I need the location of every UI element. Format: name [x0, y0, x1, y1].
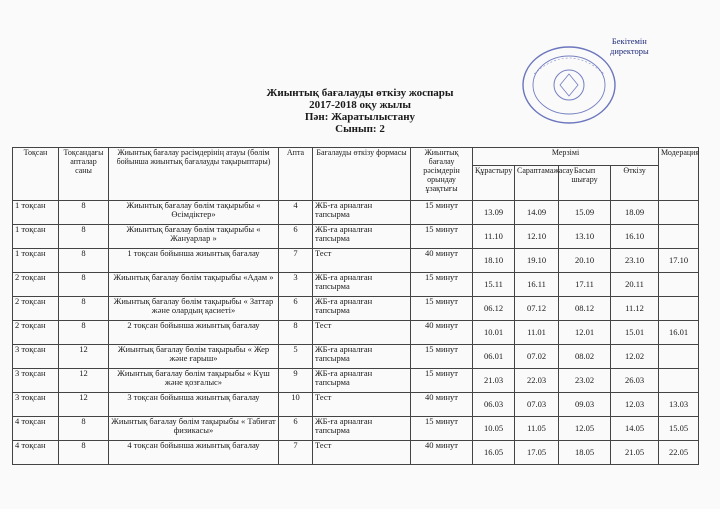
cell-compile-date: 10.01 — [473, 321, 515, 345]
cell-print-date: 08.02 — [559, 345, 611, 369]
table-row — [13, 225, 699, 249]
cell-review-date: 17.05 — [515, 441, 559, 465]
cell-weeks: 8 — [59, 441, 109, 465]
cell-week: 5 — [279, 345, 313, 369]
cell-compile-date: 13.09 — [473, 201, 515, 225]
cell-form: ЖБ-ға арналған тапсырма — [313, 369, 411, 393]
cell-moderation-date — [659, 273, 699, 297]
cell-form: Тест — [313, 249, 411, 273]
cell-compile-date: 15.11 — [473, 273, 515, 297]
cell-conduct-date: 14.05 — [611, 417, 659, 441]
cell-print-date: 23.02 — [559, 369, 611, 393]
header-moderation: Модерация — [659, 148, 699, 201]
cell-form: ЖБ-ға арналған тапсырма — [313, 345, 411, 369]
cell-topic: Жиынтық бағалау бөлім тақырыбы « Өсімдіктер» — [109, 201, 279, 225]
header-conduct: Өткізу — [611, 166, 659, 201]
cell-moderation-date — [659, 345, 699, 369]
header-weeks: Тоқсандағы апталар саны — [59, 148, 109, 201]
subject-line: Пән: Жаратылыстану — [304, 111, 416, 123]
cell-topic: Жиынтық бағалау бөлім тақырыбы « Күш және қозғалыс» — [109, 369, 279, 393]
cell-form: ЖБ-ға арналған тапсырма — [313, 417, 411, 441]
header-duration: Жиынтық бағалау рәсімдерін орындау ұзақтығы — [411, 148, 473, 201]
cell-moderation-date: 15.05 — [659, 417, 699, 441]
table-row — [13, 321, 699, 345]
cell-review-date: 07.03 — [515, 393, 559, 417]
cell-moderation-date — [659, 201, 699, 225]
cell-compile-date: 16.05 — [473, 441, 515, 465]
cell-moderation-date: 16.01 — [659, 321, 699, 345]
cell-conduct-date: 26.03 — [611, 369, 659, 393]
cell-review-date: 16.11 — [515, 273, 559, 297]
cell-print-date: 09.03 — [559, 393, 611, 417]
academic-year: 2017-2018 оқу жылы — [309, 99, 411, 111]
header-row — [13, 148, 699, 166]
cell-quarter: 1 тоқсан — [13, 249, 59, 273]
header-print: Басып шығару — [559, 166, 611, 201]
cell-review-date: 07.02 — [515, 345, 559, 369]
cell-topic: Жиынтық бағалау бөлім тақырыбы « Заттар және олардың қасиеті» — [109, 297, 279, 321]
cell-duration: 15 минут — [411, 417, 473, 441]
cell-moderation-date: 17.10 — [659, 249, 699, 273]
cell-compile-date: 18.10 — [473, 249, 515, 273]
cell-print-date: 15.09 — [559, 201, 611, 225]
cell-moderation-date: 22.05 — [659, 441, 699, 465]
cell-conduct-date: 12.03 — [611, 393, 659, 417]
cell-form: ЖБ-ға арналған тапсырма — [313, 225, 411, 249]
grade-line: Сынып: 2 — [335, 123, 385, 135]
cell-conduct-date: 23.10 — [611, 249, 659, 273]
cell-conduct-date: 12.02 — [611, 345, 659, 369]
cell-form: ЖБ-ға арналған тапсырма — [313, 201, 411, 225]
cell-duration: 40 минут — [411, 393, 473, 417]
cell-duration: 15 минут — [411, 273, 473, 297]
cell-print-date: 12.01 — [559, 321, 611, 345]
cell-week: 7 — [279, 249, 313, 273]
header-deadline: Мерзімі — [473, 148, 659, 166]
cell-conduct-date: 11.12 — [611, 297, 659, 321]
cell-conduct-date: 15.01 — [611, 321, 659, 345]
cell-review-date: 07.12 — [515, 297, 559, 321]
cell-weeks: 8 — [59, 201, 109, 225]
cell-duration: 15 минут — [411, 225, 473, 249]
cell-weeks: 8 — [59, 417, 109, 441]
cell-print-date: 20.10 — [559, 249, 611, 273]
cell-review-date: 11.05 — [515, 417, 559, 441]
cell-quarter: 2 тоқсан — [13, 297, 59, 321]
cell-moderation-date — [659, 369, 699, 393]
cell-moderation-date — [659, 225, 699, 249]
cell-quarter: 1 тоқсан — [13, 201, 59, 225]
school-seal-stamp — [520, 44, 618, 126]
cell-weeks: 8 — [59, 297, 109, 321]
cell-weeks: 8 — [59, 273, 109, 297]
cell-topic: 1 тоқсан бойынша жиынтық бағалау — [109, 249, 279, 273]
plan-title: Жиынтық бағалауды өткізу жоспары — [266, 87, 454, 99]
cell-quarter: 4 тоқсан — [13, 417, 59, 441]
table-row — [13, 441, 699, 465]
cell-quarter: 3 тоқсан — [13, 369, 59, 393]
cell-week: 9 — [279, 369, 313, 393]
table-body — [13, 201, 699, 465]
cell-review-date: 22.03 — [515, 369, 559, 393]
cell-week: 7 — [279, 441, 313, 465]
cell-print-date: 13.10 — [559, 225, 611, 249]
cell-duration: 15 минут — [411, 345, 473, 369]
cell-week: 4 — [279, 201, 313, 225]
cell-quarter: 4 тоқсан — [13, 441, 59, 465]
cell-form: Тест — [313, 393, 411, 417]
cell-duration: 15 минут — [411, 201, 473, 225]
cell-review-date: 14.09 — [515, 201, 559, 225]
cell-conduct-date: 16.10 — [611, 225, 659, 249]
cell-compile-date: 21.03 — [473, 369, 515, 393]
approve-line-1: Бекітемін — [611, 36, 647, 46]
cell-weeks: 12 — [59, 393, 109, 417]
cell-form: ЖБ-ға арналған тапсырма — [313, 297, 411, 321]
cell-week: 6 — [279, 225, 313, 249]
cell-duration: 40 минут — [411, 321, 473, 345]
header-topic: Жиынтық бағалау рәсімдерінің атауы (бөлім бойынша жиынтық бағалауды тақырыптары) — [109, 148, 279, 201]
cell-print-date: 18.05 — [559, 441, 611, 465]
cell-quarter: 2 тоқсан — [13, 321, 59, 345]
cell-topic: Жиынтық бағалау бөлім тақырыбы « Табиғат физикасы» — [109, 417, 279, 441]
cell-compile-date: 11.10 — [473, 225, 515, 249]
cell-review-date: 19.10 — [515, 249, 559, 273]
cell-topic: Жиынтық бағалау бөлім тақырыбы «Адам » — [109, 273, 279, 297]
cell-duration: 15 минут — [411, 297, 473, 321]
cell-week: 8 — [279, 321, 313, 345]
header-quarter: Тоқсан — [13, 148, 59, 201]
cell-weeks: 8 — [59, 225, 109, 249]
table-row — [13, 273, 699, 297]
cell-conduct-date: 21.05 — [611, 441, 659, 465]
header-week: Апта — [279, 148, 313, 201]
table-row — [13, 393, 699, 417]
cell-quarter: 1 тоқсан — [13, 225, 59, 249]
assessment-plan-table — [12, 147, 699, 465]
cell-conduct-date: 20.11 — [611, 273, 659, 297]
table-row — [13, 297, 699, 321]
cell-duration: 15 минут — [411, 369, 473, 393]
cell-moderation-date — [659, 297, 699, 321]
approve-line-2: директоры — [610, 46, 649, 56]
cell-week: 10 — [279, 393, 313, 417]
cell-form: ЖБ-ға арналған тапсырма — [313, 273, 411, 297]
cell-duration: 40 минут — [411, 249, 473, 273]
cell-week: 6 — [279, 297, 313, 321]
cell-review-date: 12.10 — [515, 225, 559, 249]
cell-topic: Жиынтық бағалау бөлім тақырыбы « Жануарлар » — [109, 225, 279, 249]
table-row — [13, 369, 699, 393]
cell-weeks: 8 — [59, 249, 109, 273]
cell-weeks: 8 — [59, 321, 109, 345]
cell-week: 3 — [279, 273, 313, 297]
cell-topic: 4 тоқсан бойынша жиынтық бағалау — [109, 441, 279, 465]
cell-weeks: 12 — [59, 369, 109, 393]
cell-compile-date: 06.12 — [473, 297, 515, 321]
header-review: Сараптамажасау — [515, 166, 559, 201]
cell-topic: Жиынтық бағалау бөлім тақырыбы « Жер және ғарыш» — [109, 345, 279, 369]
cell-compile-date: 10.05 — [473, 417, 515, 441]
cell-print-date: 17.11 — [559, 273, 611, 297]
table-row — [13, 249, 699, 273]
cell-print-date: 08.12 — [559, 297, 611, 321]
cell-weeks: 12 — [59, 345, 109, 369]
cell-moderation-date: 13.03 — [659, 393, 699, 417]
table-row — [13, 201, 699, 225]
cell-week: 6 — [279, 417, 313, 441]
cell-compile-date: 06.03 — [473, 393, 515, 417]
cell-print-date: 12.05 — [559, 417, 611, 441]
cell-form: Тест — [313, 441, 411, 465]
table-row — [13, 345, 699, 369]
cell-topic: 2 тоқсан бойынша жиынтық бағалау — [109, 321, 279, 345]
cell-duration: 40 минут — [411, 441, 473, 465]
cell-quarter: 3 тоқсан — [13, 393, 59, 417]
cell-review-date: 11.01 — [515, 321, 559, 345]
table-row — [13, 417, 699, 441]
cell-conduct-date: 18.09 — [611, 201, 659, 225]
header-form: Бағалауды өткізу формасы — [313, 148, 411, 201]
cell-quarter: 2 тоқсан — [13, 273, 59, 297]
cell-form: Тест — [313, 321, 411, 345]
header-compile: Құрастыру — [473, 166, 515, 201]
cell-topic: 3 тоқсан бойынша жиынтық бағалау — [109, 393, 279, 417]
cell-quarter: 3 тоқсан — [13, 345, 59, 369]
cell-compile-date: 06.01 — [473, 345, 515, 369]
